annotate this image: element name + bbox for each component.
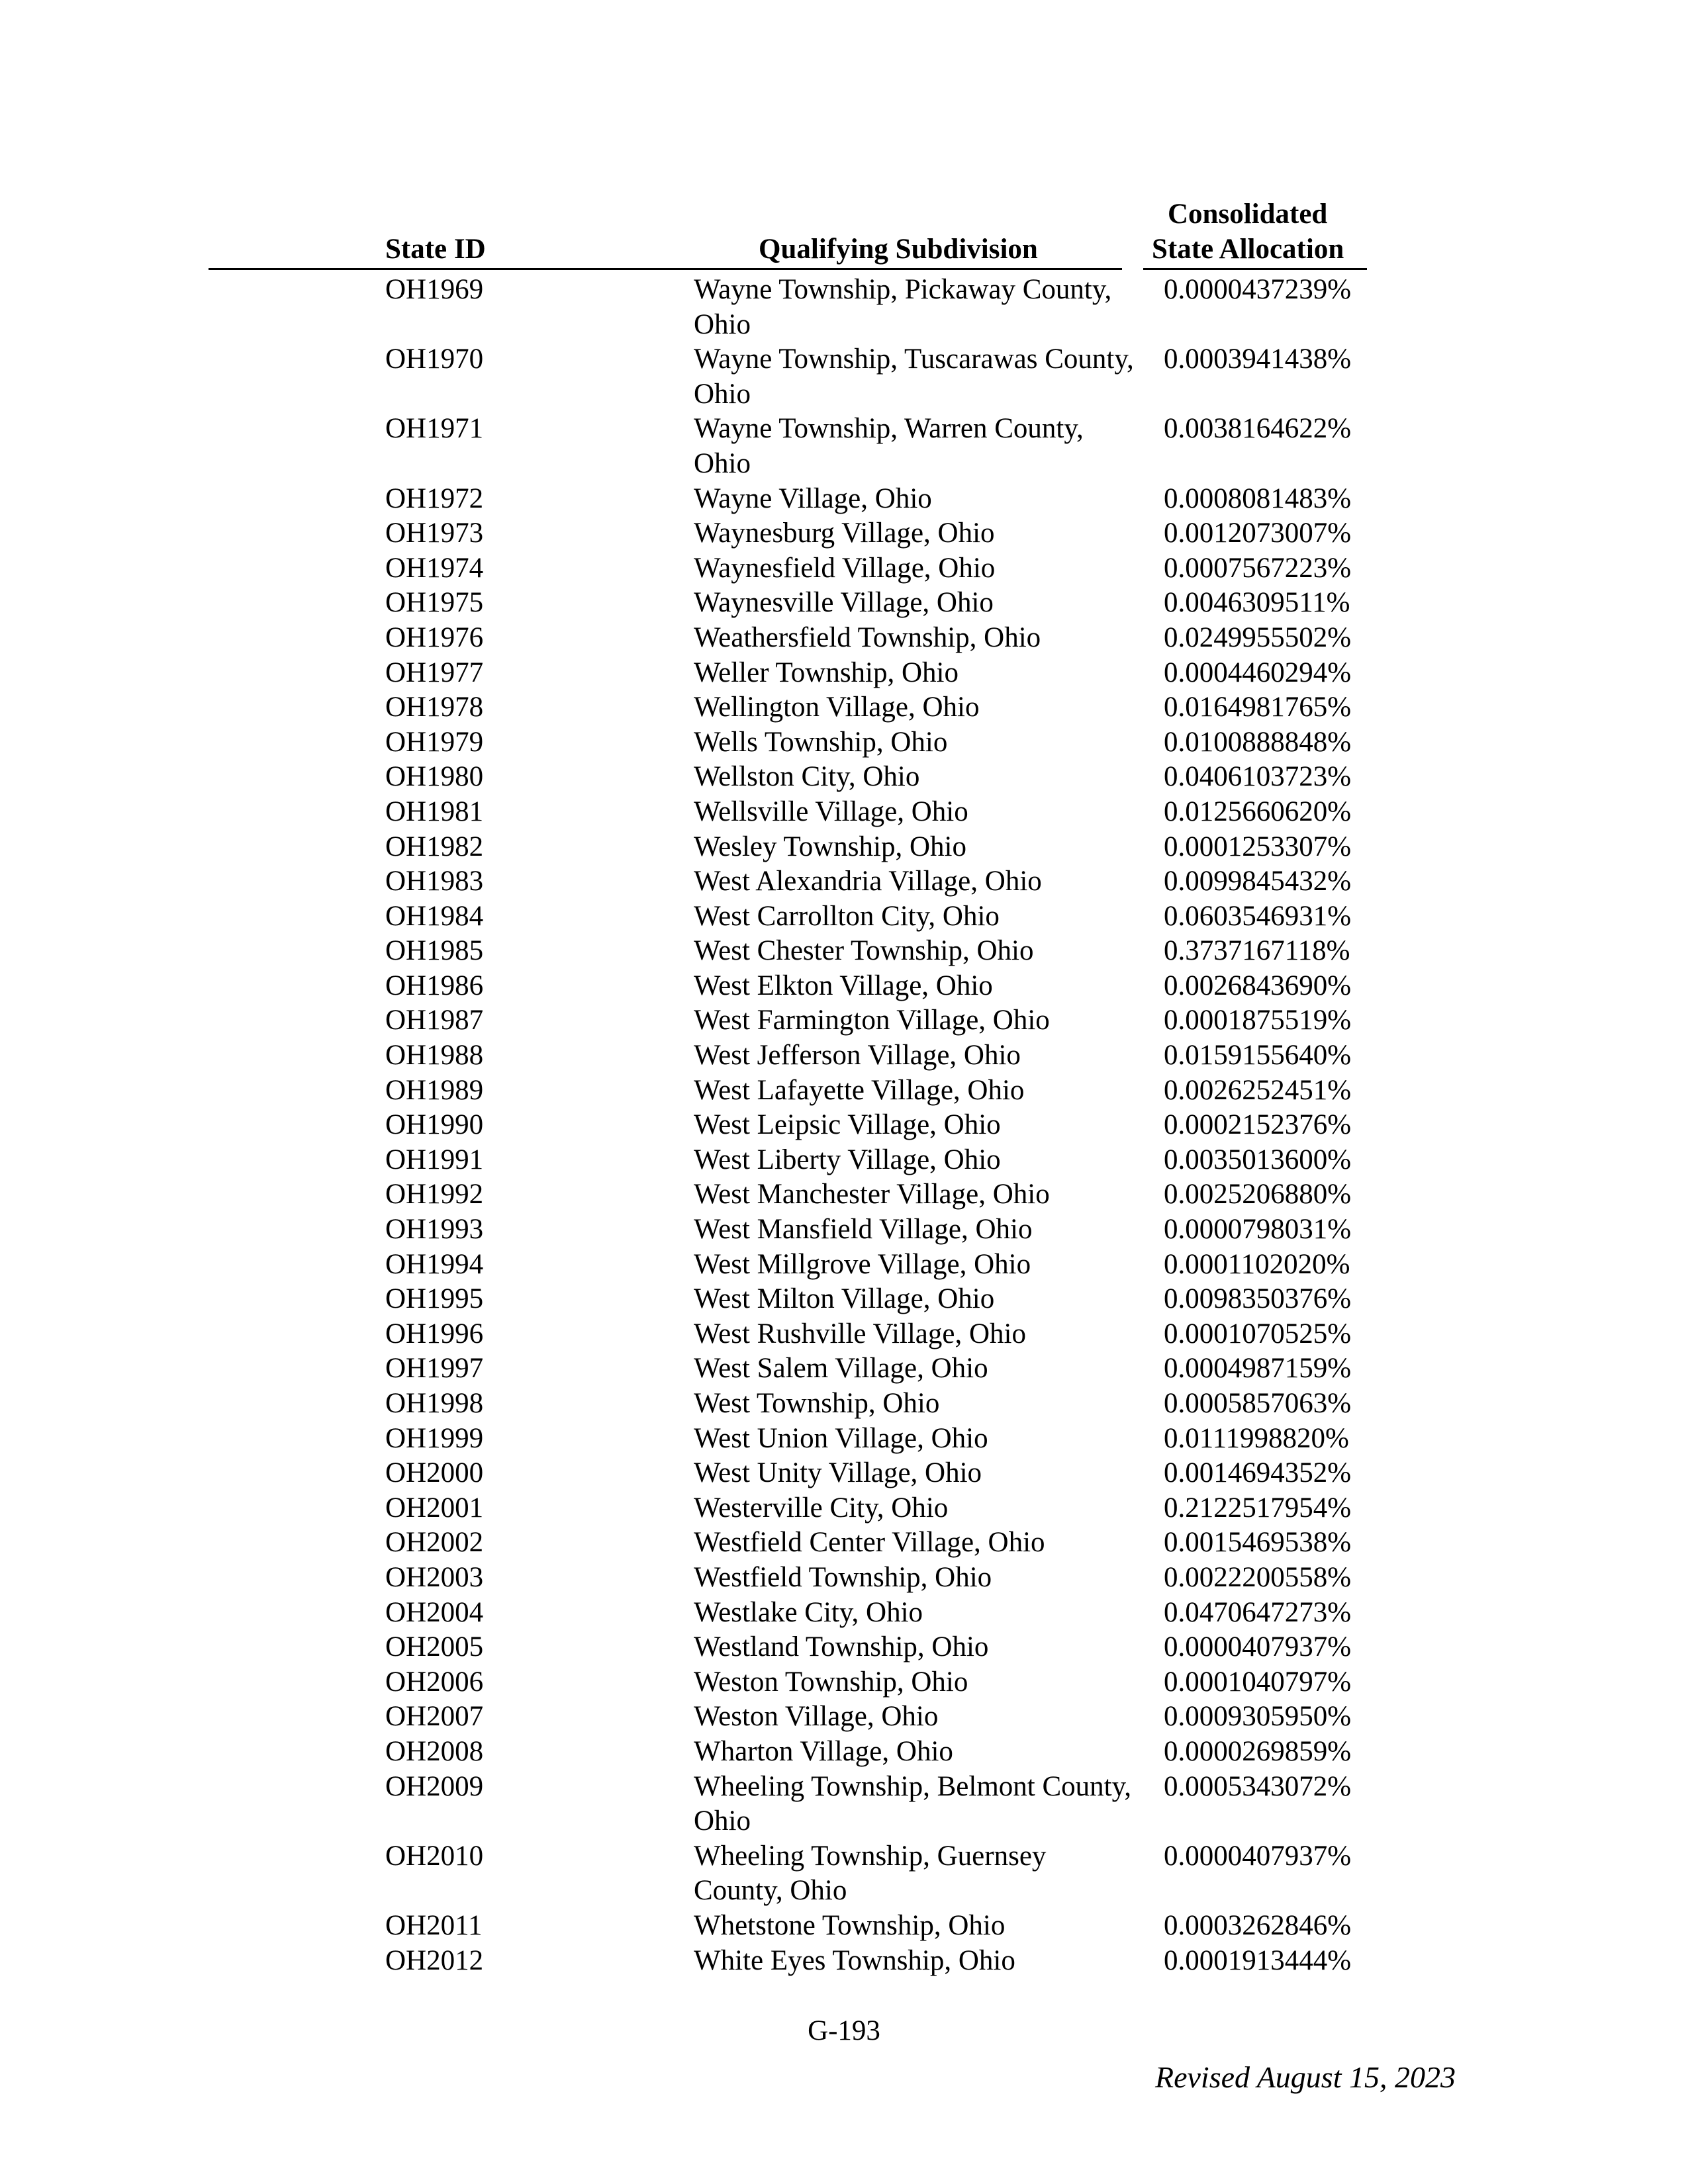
state-id-cell: OH2003: [385, 1561, 484, 1593]
state-id-cell: OH1998: [385, 1388, 484, 1419]
subdivision-cell: West Liberty Village, Ohio: [694, 1144, 1001, 1175]
allocation-cell: 0.0249955502%: [1164, 621, 1352, 653]
allocation-cell: 0.0470647273%: [1164, 1596, 1352, 1628]
allocation-cell: 0.0025206880%: [1164, 1179, 1352, 1210]
table-row: [0, 1212, 1688, 1248]
table-row: [0, 1387, 1688, 1422]
table-row: [0, 1073, 1688, 1109]
state-id-cell: OH1990: [385, 1109, 484, 1141]
table-row: [0, 1422, 1688, 1457]
state-id-cell: OH1971: [385, 413, 484, 445]
subdivision-cell: West Chester Township, Ohio: [694, 935, 1034, 967]
state-id-cell: OH2008: [385, 1735, 484, 1767]
subdivision-cell: Wellington Village, Ohio: [694, 692, 980, 723]
state-id-cell: OH1975: [385, 587, 484, 619]
allocation-cell: 0.0046309511%: [1164, 587, 1350, 619]
table-row: [0, 1317, 1688, 1352]
table-row: [0, 1770, 1688, 1839]
subdivision-cell: West Mansfield Village, Ohio: [694, 1214, 1033, 1246]
allocation-cell: 0.0001070525%: [1164, 1318, 1352, 1349]
state-id-cell: OH2009: [385, 1770, 484, 1802]
subdivision-cell: Wayne Township, Tuscarawas County, Ohio: [694, 343, 1134, 410]
allocation-cell: 0.0026843690%: [1164, 970, 1352, 1001]
table-row: [0, 934, 1688, 969]
header-rule-subdivision: [669, 268, 1122, 270]
subdivision-cell: West Leipsic Village, Ohio: [694, 1109, 1001, 1141]
allocation-cell: 0.0022200558%: [1164, 1561, 1352, 1593]
allocation-cell: 0.0015469538%: [1164, 1527, 1352, 1559]
table-row: [0, 1596, 1688, 1631]
state-id-cell: OH1982: [385, 831, 484, 862]
state-id-cell: OH2002: [385, 1527, 484, 1559]
allocation-cell: 0.0012073007%: [1164, 518, 1352, 549]
subdivision-cell: Wellsville Village, Ohio: [694, 796, 968, 827]
table-row: [0, 1282, 1688, 1317]
table-row: [0, 1839, 1688, 1909]
table-row: [0, 1561, 1688, 1596]
allocation-cell: 0.0007567223%: [1164, 552, 1352, 584]
table-row: [0, 1944, 1688, 1979]
allocation-cell: 0.0000269859%: [1164, 1735, 1352, 1767]
subdivision-cell: Wells Township, Ohio: [694, 726, 948, 758]
state-id-cell: OH1987: [385, 1005, 484, 1036]
state-id-cell: OH1983: [385, 866, 484, 897]
allocation-cell: 0.0406103723%: [1164, 761, 1352, 793]
subdivision-cell: Waynesburg Village, Ohio: [694, 518, 995, 549]
subdivision-cell: Weston Township, Ohio: [694, 1666, 968, 1698]
allocation-cell: 0.0125660620%: [1164, 796, 1352, 827]
table-row: [0, 1491, 1688, 1526]
table-row: [0, 690, 1688, 725]
table-row: [0, 1003, 1688, 1038]
table-row: [0, 1630, 1688, 1665]
table-row: [0, 899, 1688, 934]
header-allocation-line1: Consolidated: [1168, 199, 1328, 230]
state-id-cell: OH1979: [385, 726, 484, 758]
subdivision-cell: West Unity Village, Ohio: [694, 1457, 982, 1489]
allocation-cell: 0.0001253307%: [1164, 831, 1352, 862]
table-row: [0, 1735, 1688, 1770]
allocation-cell: 0.0014694352%: [1164, 1457, 1352, 1489]
subdivision-cell: West Alexandria Village, Ohio: [694, 866, 1042, 897]
allocation-cell: 0.0603546931%: [1164, 900, 1352, 932]
subdivision-cell: West Farmington Village, Ohio: [694, 1005, 1050, 1036]
subdivision-cell: West Jefferson Village, Ohio: [694, 1040, 1021, 1071]
state-id-cell: OH2001: [385, 1492, 484, 1524]
allocation-cell: 0.0000437239%: [1164, 274, 1352, 305]
table-row: [0, 1456, 1688, 1491]
revised-date: Revised August 15, 2023: [1155, 2060, 1456, 2094]
table-row: [0, 795, 1688, 830]
state-id-cell: OH2011: [385, 1909, 483, 1941]
state-id-cell: OH1980: [385, 761, 484, 793]
table-row: [0, 516, 1688, 551]
subdivision-cell: Wharton Village, Ohio: [694, 1735, 953, 1767]
header-state-id: State ID: [385, 234, 486, 265]
subdivision-cell: Westerville City, Ohio: [694, 1492, 949, 1524]
table-row: [0, 273, 1688, 342]
subdivision-cell: Weller Township, Ohio: [694, 657, 959, 688]
allocation-cell: 0.0164981765%: [1164, 692, 1352, 723]
allocation-cell: 0.0009305950%: [1164, 1701, 1352, 1733]
state-id-cell: OH2010: [385, 1840, 484, 1872]
allocation-cell: 0.0099845432%: [1164, 866, 1352, 897]
allocation-cell: 0.3737167118%: [1164, 935, 1350, 967]
allocation-cell: 0.0026252451%: [1164, 1074, 1352, 1106]
header-qualifying-subdivision: Qualifying Subdivision: [759, 234, 1038, 265]
table-row: [0, 412, 1688, 481]
subdivision-cell: Wayne Township, Pickaway County, Ohio: [694, 274, 1112, 340]
state-id-cell: OH2005: [385, 1631, 484, 1663]
allocation-cell: 0.0001040797%: [1164, 1666, 1352, 1698]
state-id-cell: OH1973: [385, 518, 484, 549]
table-row: [0, 725, 1688, 760]
state-id-cell: OH1977: [385, 657, 484, 688]
state-id-cell: OH1972: [385, 482, 484, 514]
subdivision-cell: Whetstone Township, Ohio: [694, 1909, 1006, 1941]
table-row: [0, 1351, 1688, 1387]
subdivision-cell: West Rushville Village, Ohio: [694, 1318, 1026, 1349]
state-id-cell: OH1976: [385, 621, 484, 653]
allocation-cell: 0.0004460294%: [1164, 657, 1352, 688]
subdivision-cell: Westlake City, Ohio: [694, 1596, 923, 1628]
allocation-cell: 0.0159155640%: [1164, 1040, 1352, 1071]
subdivision-cell: Wheeling Township, Belmont County, Ohio: [694, 1770, 1132, 1837]
table-row: [0, 621, 1688, 656]
allocation-cell: 0.0005343072%: [1164, 1770, 1352, 1802]
subdivision-cell: Weathersfield Township, Ohio: [694, 621, 1041, 653]
page-number: G-193: [808, 2015, 880, 2046]
subdivision-cell: Wesley Township, Ohio: [694, 831, 966, 862]
allocation-cell: 0.0000407937%: [1164, 1631, 1352, 1663]
state-id-cell: OH1989: [385, 1074, 484, 1106]
table-row: [0, 1177, 1688, 1212]
subdivision-cell: West Union Village, Ohio: [694, 1422, 988, 1454]
table-row: [0, 482, 1688, 517]
table-row: [0, 342, 1688, 412]
state-id-cell: OH2004: [385, 1596, 484, 1628]
state-id-cell: OH1969: [385, 274, 484, 305]
table-row: [0, 1525, 1688, 1561]
allocation-cell: 0.0000798031%: [1164, 1214, 1352, 1246]
subdivision-cell: West Milton Village, Ohio: [694, 1283, 995, 1315]
table-row: [0, 586, 1688, 621]
allocation-cell: 0.0001913444%: [1164, 1944, 1352, 1976]
table-row: [0, 1665, 1688, 1700]
table-row: [0, 830, 1688, 865]
table-row: [0, 1700, 1688, 1735]
table-row: [0, 1108, 1688, 1143]
allocation-cell: 0.0098350376%: [1164, 1283, 1352, 1315]
state-id-cell: OH1974: [385, 552, 484, 584]
header-rule-state-id: [209, 268, 669, 270]
table-row: [0, 1248, 1688, 1283]
header-rule-allocation: [1143, 268, 1367, 270]
state-id-cell: OH1970: [385, 343, 484, 375]
state-id-cell: OH2012: [385, 1944, 484, 1976]
subdivision-cell: Weston Village, Ohio: [694, 1701, 939, 1733]
allocation-cell: 0.0100888848%: [1164, 726, 1352, 758]
subdivision-cell: Westland Township, Ohio: [694, 1631, 989, 1663]
state-id-cell: OH1997: [385, 1353, 484, 1385]
table-row: [0, 760, 1688, 795]
allocation-cell: 0.0001102020%: [1164, 1248, 1350, 1280]
state-id-cell: OH1999: [385, 1422, 484, 1454]
allocation-cell: 0.0038164622%: [1164, 413, 1352, 445]
table-row: [0, 656, 1688, 691]
allocation-cell: 0.0003262846%: [1164, 1909, 1352, 1941]
state-id-cell: OH2007: [385, 1701, 484, 1733]
subdivision-cell: West Lafayette Village, Ohio: [694, 1074, 1025, 1106]
allocation-cell: 0.0004987159%: [1164, 1353, 1352, 1385]
state-id-cell: OH1984: [385, 900, 484, 932]
subdivision-cell: Wayne Village, Ohio: [694, 482, 932, 514]
state-id-cell: OH1986: [385, 970, 484, 1001]
state-id-cell: OH1981: [385, 796, 484, 827]
state-id-cell: OH1996: [385, 1318, 484, 1349]
subdivision-cell: White Eyes Township, Ohio: [694, 1944, 1015, 1976]
allocation-cell: 0.2122517954%: [1164, 1492, 1352, 1524]
allocation-table-body: [0, 273, 1688, 1978]
state-id-cell: OH1988: [385, 1040, 484, 1071]
subdivision-cell: Waynesfield Village, Ohio: [694, 552, 996, 584]
table-row: [0, 1038, 1688, 1073]
subdivision-cell: West Manchester Village, Ohio: [694, 1179, 1050, 1210]
state-id-cell: OH1978: [385, 692, 484, 723]
subdivision-cell: Wellston City, Ohio: [694, 761, 920, 793]
subdivision-cell: West Township, Ohio: [694, 1388, 940, 1419]
table-row: [0, 864, 1688, 899]
state-id-cell: OH2000: [385, 1457, 484, 1489]
allocation-cell: 0.0001875519%: [1164, 1005, 1352, 1036]
state-id-cell: OH1993: [385, 1214, 484, 1246]
subdivision-cell: Wayne Township, Warren County, Ohio: [694, 413, 1084, 479]
allocation-cell: 0.0005857063%: [1164, 1388, 1352, 1419]
allocation-cell: 0.0008081483%: [1164, 482, 1352, 514]
state-id-cell: OH1985: [385, 935, 484, 967]
state-id-cell: OH1992: [385, 1179, 484, 1210]
subdivision-cell: Westfield Township, Ohio: [694, 1561, 992, 1593]
subdivision-cell: Westfield Center Village, Ohio: [694, 1527, 1045, 1559]
table-row: [0, 551, 1688, 586]
allocation-cell: 0.0000407937%: [1164, 1840, 1352, 1872]
allocation-cell: 0.0002152376%: [1164, 1109, 1352, 1141]
subdivision-cell: West Salem Village, Ohio: [694, 1353, 988, 1385]
table-row: [0, 1909, 1688, 1944]
subdivision-cell: West Carrollton City, Ohio: [694, 900, 1000, 932]
subdivision-cell: Waynesville Village, Ohio: [694, 587, 994, 619]
table-row: [0, 969, 1688, 1004]
allocation-cell: 0.0111998820%: [1164, 1422, 1349, 1454]
state-id-cell: OH1994: [385, 1248, 484, 1280]
allocation-cell: 0.0003941438%: [1164, 343, 1352, 375]
subdivision-cell: Wheeling Township, Guernsey County, Ohio: [694, 1840, 1047, 1907]
table-row: [0, 1143, 1688, 1178]
header-allocation-line2: State Allocation: [1152, 234, 1344, 265]
subdivision-cell: West Elkton Village, Ohio: [694, 970, 993, 1001]
state-id-cell: OH1995: [385, 1283, 484, 1315]
allocation-cell: 0.0035013600%: [1164, 1144, 1352, 1175]
state-id-cell: OH1991: [385, 1144, 484, 1175]
state-id-cell: OH2006: [385, 1666, 484, 1698]
subdivision-cell: West Millgrove Village, Ohio: [694, 1248, 1031, 1280]
